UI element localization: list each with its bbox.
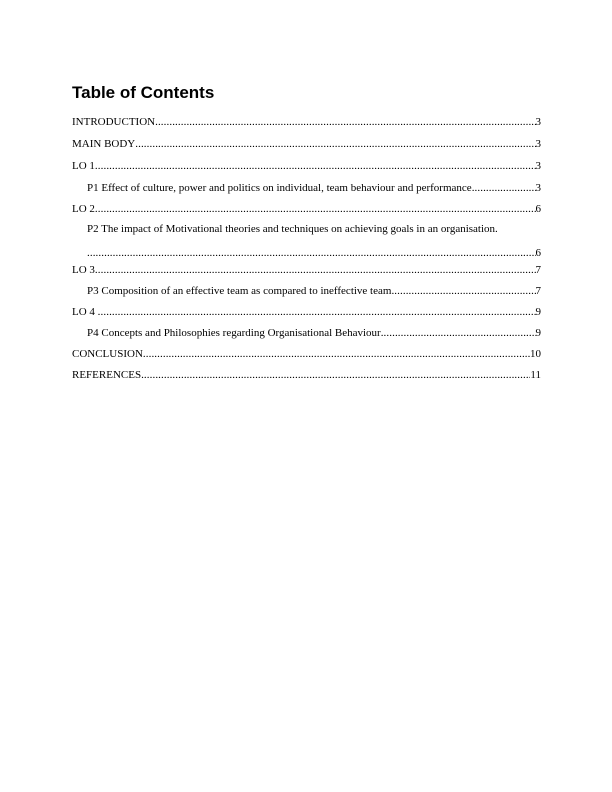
toc-page-number: 9 xyxy=(535,306,541,318)
toc-page-number: 3 xyxy=(535,160,541,172)
toc-entry-references[interactable] xyxy=(72,368,541,382)
toc-entry-label: CONCLUSION xyxy=(72,348,143,360)
toc-page-number: 9 xyxy=(535,327,541,339)
toc-entry-label: LO 4 xyxy=(72,306,98,318)
toc-entry-label: P2 The impact of Motivational theories and techniques on achieving goals in an organisation. xyxy=(87,223,498,235)
toc-entry-p4[interactable] xyxy=(72,326,541,340)
toc-page-number: 6 xyxy=(535,203,541,215)
toc-page-number: 10 xyxy=(530,348,541,360)
toc-dot-leader xyxy=(98,305,536,319)
toc-entry-label: P3 Composition of an effective team as compared to ineffective team xyxy=(87,285,392,297)
toc-entry-label: INTRODUCTION xyxy=(72,116,156,128)
toc-dot-leader xyxy=(135,137,535,151)
toc-entry-label: LO 1 xyxy=(72,160,95,172)
toc-dot-leader xyxy=(143,347,530,361)
toc-page-number: 3 xyxy=(535,116,541,128)
toc-entry-label: MAIN BODY xyxy=(72,138,136,150)
toc-entry-label: P1 Effect of culture, power and politics on individual, team behaviour and performance xyxy=(87,182,472,194)
toc-entry-p3[interactable] xyxy=(72,284,541,298)
toc-page-number: 7 xyxy=(535,264,541,276)
toc-dot-leader xyxy=(95,159,536,173)
toc-dot-leader xyxy=(87,246,536,260)
toc-entry-lo2[interactable] xyxy=(72,202,541,216)
toc-entry-conclusion[interactable] xyxy=(72,347,541,361)
toc-title: Table of Contents xyxy=(72,83,215,102)
toc-entry-main-body[interactable] xyxy=(72,137,541,151)
toc-dot-leader xyxy=(472,181,536,195)
toc-page-number: 11 xyxy=(530,369,541,381)
toc-entry-label: LO 2 xyxy=(72,203,95,215)
toc-page-number: 6 xyxy=(535,247,541,259)
toc-dot-leader xyxy=(155,115,535,129)
toc-entry-lo4[interactable] xyxy=(72,305,541,319)
toc-entry-label: REFERENCES xyxy=(72,369,142,381)
toc-entry-introduction[interactable] xyxy=(72,115,541,129)
toc-dot-leader xyxy=(381,326,536,340)
toc-dot-leader xyxy=(391,284,535,298)
toc-entry-label: LO 3 xyxy=(72,264,95,276)
toc-entry-label: P4 Concepts and Philosophies regarding Organisational Behaviour xyxy=(87,327,381,339)
toc-page-number: 3 xyxy=(535,138,541,150)
toc-page-number: 7 xyxy=(535,285,541,297)
toc-entry-p1[interactable] xyxy=(72,181,541,195)
toc-page-number: 3 xyxy=(535,182,541,194)
toc-dot-leader xyxy=(141,368,530,382)
toc-entry-lo3[interactable] xyxy=(72,263,541,277)
toc-dot-leader xyxy=(95,202,536,216)
toc-entry-p2[interactable] xyxy=(72,222,541,260)
toc-dot-leader xyxy=(95,263,536,277)
toc-entry-lo1[interactable] xyxy=(72,159,541,173)
